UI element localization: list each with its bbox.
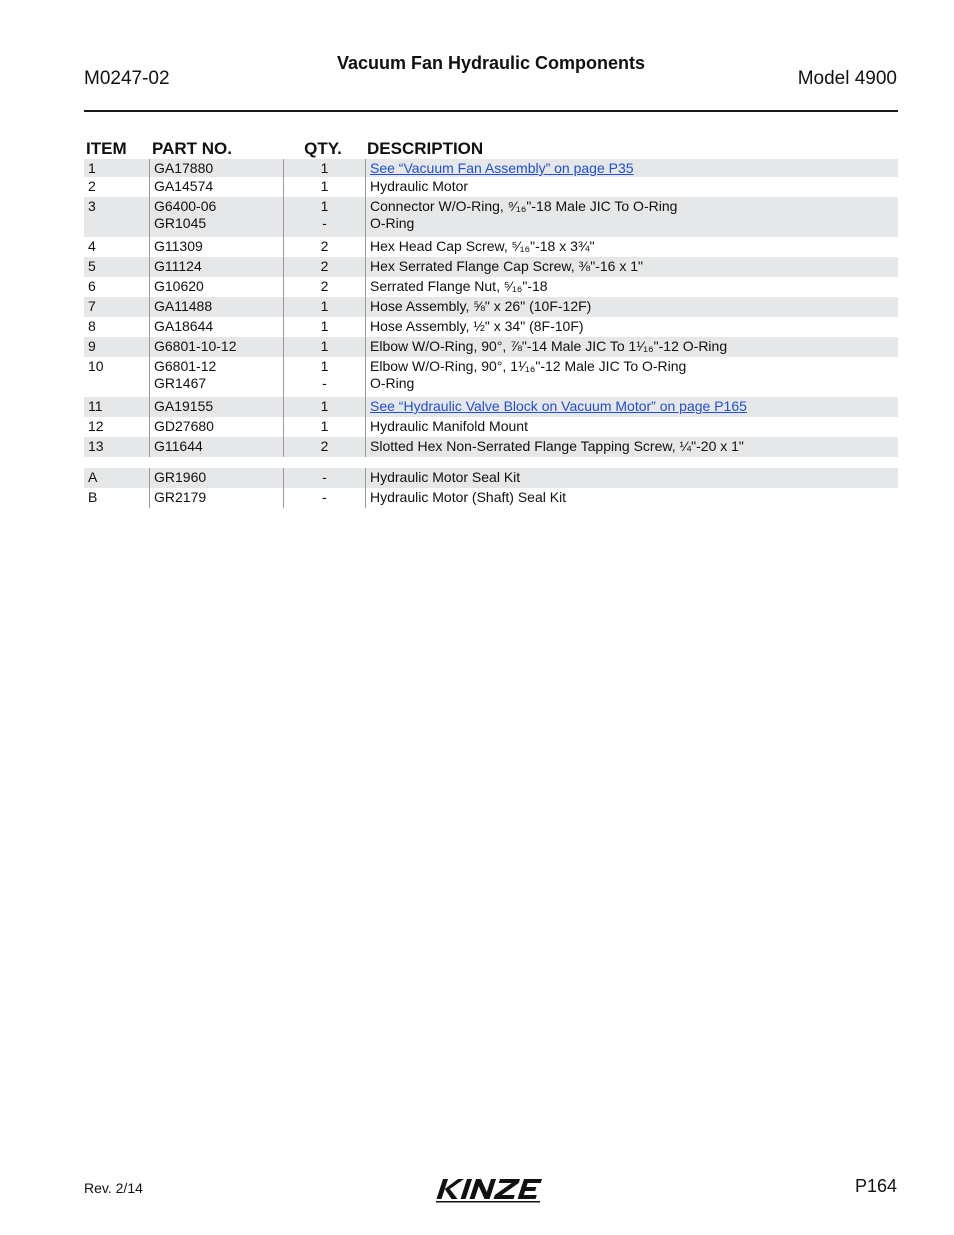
quantity-cell [283, 277, 365, 297]
part-number-cell [149, 437, 283, 457]
item-cell [84, 277, 149, 297]
quantity-cell [283, 437, 365, 457]
item-number: 12 [88, 418, 104, 434]
description-cell[interactable] [365, 397, 898, 417]
quantity-cell [283, 488, 365, 508]
description-cell-text: Hydraulic Manifold Mount [370, 418, 528, 434]
revision-label: Rev. 2/14 [84, 1180, 143, 1196]
item-cell [84, 357, 149, 397]
quantity-cell-text: 2 [320, 278, 329, 294]
part-number-cell [149, 177, 283, 197]
part-number-cell [149, 317, 283, 337]
description-cell [365, 357, 898, 397]
part-number-cell-text: GR1960 [154, 469, 207, 485]
quantity-cell-text: - [322, 375, 327, 391]
quantity-cell [283, 257, 365, 277]
description-cell-text: O-Ring [370, 215, 415, 231]
quantity-cell [283, 159, 365, 177]
part-number-cell-text: GR1045 [154, 215, 207, 231]
part-number-cell-text: GA14574 [154, 178, 214, 194]
quantity-cell-text: 1 [320, 198, 329, 214]
table-row [84, 437, 898, 457]
table-row [84, 297, 898, 317]
table-header [84, 140, 898, 159]
description-cell-text: O-Ring [370, 375, 415, 391]
part-number-cell-text: G10620 [154, 278, 204, 294]
item-cell [84, 397, 149, 417]
part-number-cell-text: G6400-06 [154, 198, 217, 214]
description-cell [365, 437, 898, 457]
item-cell [84, 417, 149, 437]
quantity-cell [283, 177, 365, 197]
quantity-cell [283, 317, 365, 337]
description-cell [365, 317, 898, 337]
part-number-cell-text: GR2179 [154, 489, 207, 505]
part-number-cell-text: G11644 [154, 438, 203, 454]
item-cell [84, 237, 149, 257]
quantity-cell-text: - [322, 469, 327, 485]
quantity-cell-text: 1 [320, 418, 329, 434]
description-cell [365, 417, 898, 437]
quantity-cell-text: 2 [320, 258, 329, 274]
item-cell [84, 468, 149, 488]
cross-reference-link[interactable]: See “Hydraulic Valve Block on Vacuum Motor” on page P165 [370, 398, 747, 414]
part-number-cell-text: GA11488 [154, 298, 213, 314]
table-row [84, 417, 898, 437]
item-number: 4 [88, 238, 96, 254]
table-row [84, 488, 898, 508]
quantity-cell-text: - [322, 489, 327, 505]
document-number: M0247-02 [84, 68, 170, 89]
kinze-logo [432, 1176, 552, 1204]
table-spacer [84, 457, 898, 468]
description-cell-text: Hex Head Cap Screw, ⁵⁄₁₆"-18 x 3¾" [370, 238, 595, 254]
model-label: Model 4900 [797, 68, 897, 89]
description-cell [365, 468, 898, 488]
table-row [84, 337, 898, 357]
description-cell [365, 277, 898, 297]
cross-reference-link[interactable]: See “Vacuum Fan Assembly” on page P35 [370, 160, 634, 176]
table-row [84, 237, 898, 257]
table-row [84, 397, 898, 417]
part-number-cell [149, 357, 283, 397]
column-header-part-no: PART NO. [152, 139, 232, 158]
quantity-cell-text: 1 [320, 160, 329, 176]
description-cell [365, 297, 898, 317]
table-row [84, 257, 898, 277]
part-number-cell [149, 468, 283, 488]
part-number-cell [149, 197, 283, 237]
item-cell [84, 297, 149, 317]
part-number-cell [149, 417, 283, 437]
item-cell [84, 437, 149, 457]
quantity-cell-text: 1 [320, 318, 329, 334]
item-number: 10 [88, 358, 104, 374]
quantity-cell-text: 1 [320, 338, 329, 354]
part-number-cell-text: GA17880 [154, 160, 214, 176]
column-header-description: DESCRIPTION [367, 139, 484, 158]
quantity-cell-text: 1 [320, 358, 329, 374]
quantity-cell [283, 297, 365, 317]
item-number: 1 [88, 160, 96, 176]
quantity-cell [283, 357, 365, 397]
item-number: 7 [88, 298, 96, 314]
item-number: A [88, 469, 98, 485]
quantity-cell [283, 337, 365, 357]
part-number-cell [149, 297, 283, 317]
item-cell [84, 177, 149, 197]
description-cell-text: Connector W/O-Ring, ⁹⁄₁₆"-18 Male JIC To O-Ring [370, 198, 678, 214]
part-number-cell-text: G11124 [154, 258, 202, 274]
part-number-cell [149, 337, 283, 357]
item-number: 11 [88, 398, 103, 414]
description-cell [365, 337, 898, 357]
quantity-cell-text: 1 [320, 298, 329, 314]
quantity-cell [283, 197, 365, 237]
table-row [84, 317, 898, 337]
quantity-cell-text: 1 [320, 178, 329, 194]
header-divider [84, 110, 898, 112]
quantity-cell-text: - [322, 215, 327, 231]
description-cell-text: Elbow W/O-Ring, 90°, ⅞"-14 Male JIC To 1¹⁄₁₆"-12 O-Ring [370, 338, 728, 354]
part-number-cell-text: GA18644 [154, 318, 214, 334]
item-number: 5 [88, 258, 96, 274]
table-row [84, 177, 898, 197]
description-cell [365, 237, 898, 257]
item-number: 2 [88, 178, 96, 194]
part-number-cell [149, 159, 283, 177]
table-body [84, 159, 898, 508]
item-cell [84, 159, 149, 177]
description-cell [365, 488, 898, 508]
quantity-cell [283, 417, 365, 437]
description-cell-text: Hose Assembly, ⅝" x 26" (10F-12F) [370, 298, 592, 314]
part-number-cell [149, 397, 283, 417]
item-cell [84, 257, 149, 277]
column-header-item: ITEM [86, 139, 127, 158]
table-row [84, 159, 898, 177]
part-number-cell [149, 277, 283, 297]
page-number: P164 [854, 1176, 897, 1196]
item-number: 6 [88, 278, 96, 294]
quantity-cell [283, 397, 365, 417]
item-number: 9 [88, 338, 96, 354]
description-cell-text: Hydraulic Motor Seal Kit [370, 469, 521, 485]
item-cell [84, 488, 149, 508]
part-number-cell [149, 237, 283, 257]
description-cell-text: Hose Assembly, ½" x 34" (8F-10F) [370, 318, 584, 334]
quantity-cell [283, 237, 365, 257]
part-number-cell [149, 488, 283, 508]
quantity-cell [283, 468, 365, 488]
table-row [84, 357, 898, 397]
table-row [84, 468, 898, 488]
item-number: 3 [88, 198, 96, 214]
description-cell [365, 177, 898, 197]
part-number-cell [149, 257, 283, 277]
page-title: Vacuum Fan Hydraulic Components [336, 53, 646, 73]
item-number: 13 [88, 438, 104, 454]
part-number-cell-text: GR1467 [154, 375, 207, 391]
description-cell-text: Elbow W/O-Ring, 90°, 1¹⁄₁₆"-12 Male JIC To O-Ring [370, 358, 687, 374]
item-cell [84, 197, 149, 237]
description-cell [365, 197, 898, 237]
description-cell-text: Hydraulic Motor (Shaft) Seal Kit [370, 489, 567, 505]
table-row [84, 197, 898, 237]
item-number: 8 [88, 318, 96, 334]
item-cell [84, 317, 149, 337]
part-number-cell-text: G11309 [154, 238, 203, 254]
description-cell-text: Slotted Hex Non-Serrated Flange Tapping Screw, ¼"-20 x 1" [370, 438, 744, 454]
description-cell-text: Serrated Flange Nut, ⁵⁄₁₆"-18 [370, 278, 548, 294]
quantity-cell-text: 2 [320, 238, 329, 254]
description-cell[interactable] [365, 159, 898, 177]
description-cell [365, 257, 898, 277]
part-number-cell-text: G6801-10-12 [154, 338, 237, 354]
table-row [84, 277, 898, 297]
quantity-cell-text: 2 [320, 438, 329, 454]
description-cell-text: Hydraulic Motor [370, 178, 469, 194]
quantity-cell-text: 1 [320, 398, 329, 414]
part-number-cell-text: GA19155 [154, 398, 214, 414]
item-number: B [88, 489, 98, 505]
description-cell-text: Hex Serrated Flange Cap Screw, ⅜"-16 x 1" [370, 258, 643, 274]
parts-table [84, 140, 898, 508]
part-number-cell-text: GD27680 [154, 418, 214, 434]
part-number-cell-text: G6801-12 [154, 358, 217, 374]
item-cell [84, 337, 149, 357]
column-header-qty: QTY. [304, 139, 342, 158]
